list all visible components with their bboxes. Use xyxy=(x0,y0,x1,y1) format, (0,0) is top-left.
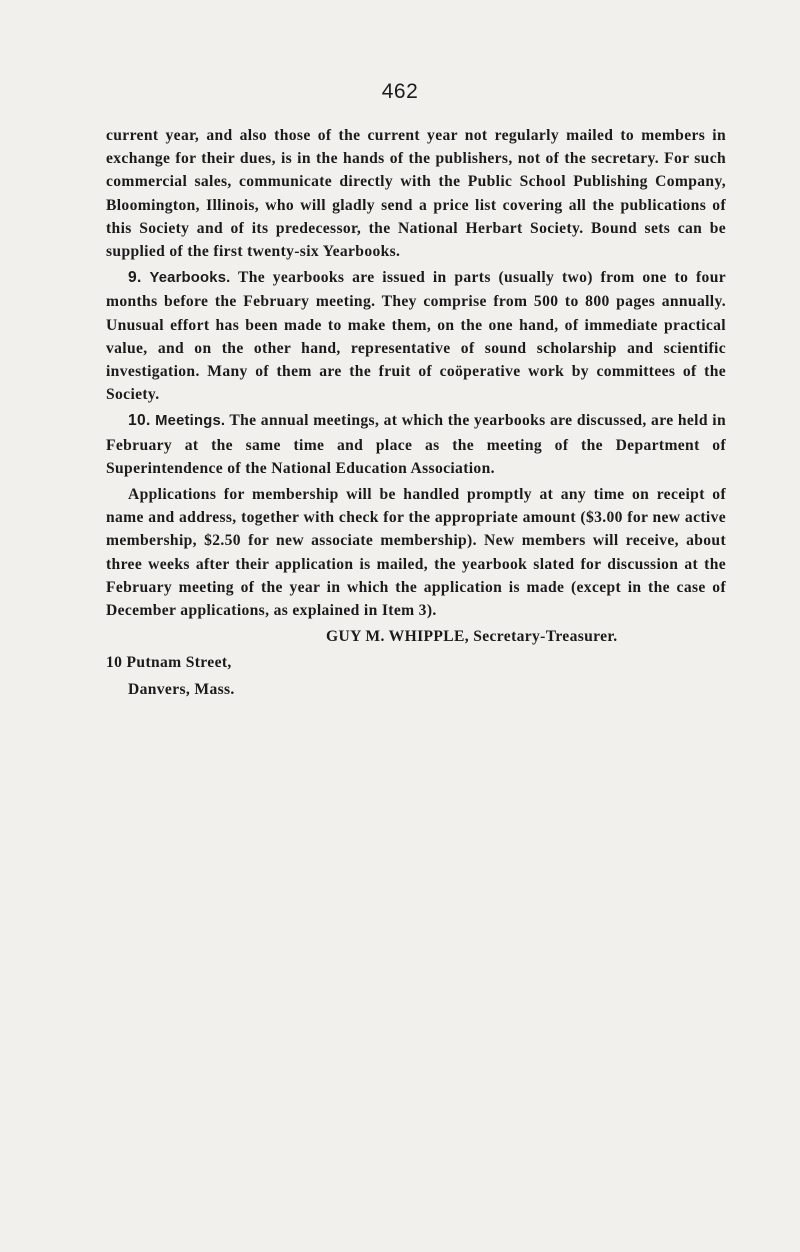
address-city: Danvers, Mass. xyxy=(128,680,235,698)
item-10-number: 10. xyxy=(128,412,151,430)
item-9-paragraph xyxy=(106,266,726,406)
body-text xyxy=(106,124,726,704)
address-street: 10 Putnam Street, xyxy=(106,654,232,672)
intro-paragraph: current year, and also those of the current year not regularly mailed to members in exchange for their dues, is in the hands of the publishers, not of the secretary. For such commercial sales, communicate directly with the Public School Publishing Company, Bloomington, Illinois, who will gladly send a price list covering all the publications of this Society and of its predecessor, the National Herbart Society. Bound sets can be supplied of the first twenty-six Yearbooks. xyxy=(106,127,726,261)
item-9-heading: Yearbooks. xyxy=(149,270,231,287)
item-10-heading: Meetings. xyxy=(155,413,226,430)
item-9-number: 9. xyxy=(128,269,142,287)
item-9-text: The yearbooks are issued in parts (usually two) from one to four months before the February meeting. They comprise from 500 to 800 pages annually. Unusual effort has been made to make them, on the one hand, of immediate practical value, and on the other hand, representative of sound scholarship and scientific investigation. Many of them are the fruit of coöperative work by committees of the Society. xyxy=(106,269,726,404)
signature: GUY M. WHIPPLE, Secretary-Treasurer. xyxy=(326,628,618,646)
applications-paragraph: Applications for membership will be handled promptly at any time on receipt of name and address, together with check for the appropriate amount ($3.00 for new active membership, $2.50 for new associate membership). New members will receive, about three weeks after their application is mailed, the yearbook slated for discussion at the February meeting of the year in which the application is made (except in the case of December applications, as explained in Item 3). xyxy=(106,486,726,620)
page-number: 462 xyxy=(381,80,419,103)
item-10-paragraph xyxy=(106,409,726,480)
item-10-text: The annual meetings, at which the yearbooks are discussed, are held in February at the same time and place as the meeting of the Department of Superintendence of the National Education Association. xyxy=(106,412,727,477)
